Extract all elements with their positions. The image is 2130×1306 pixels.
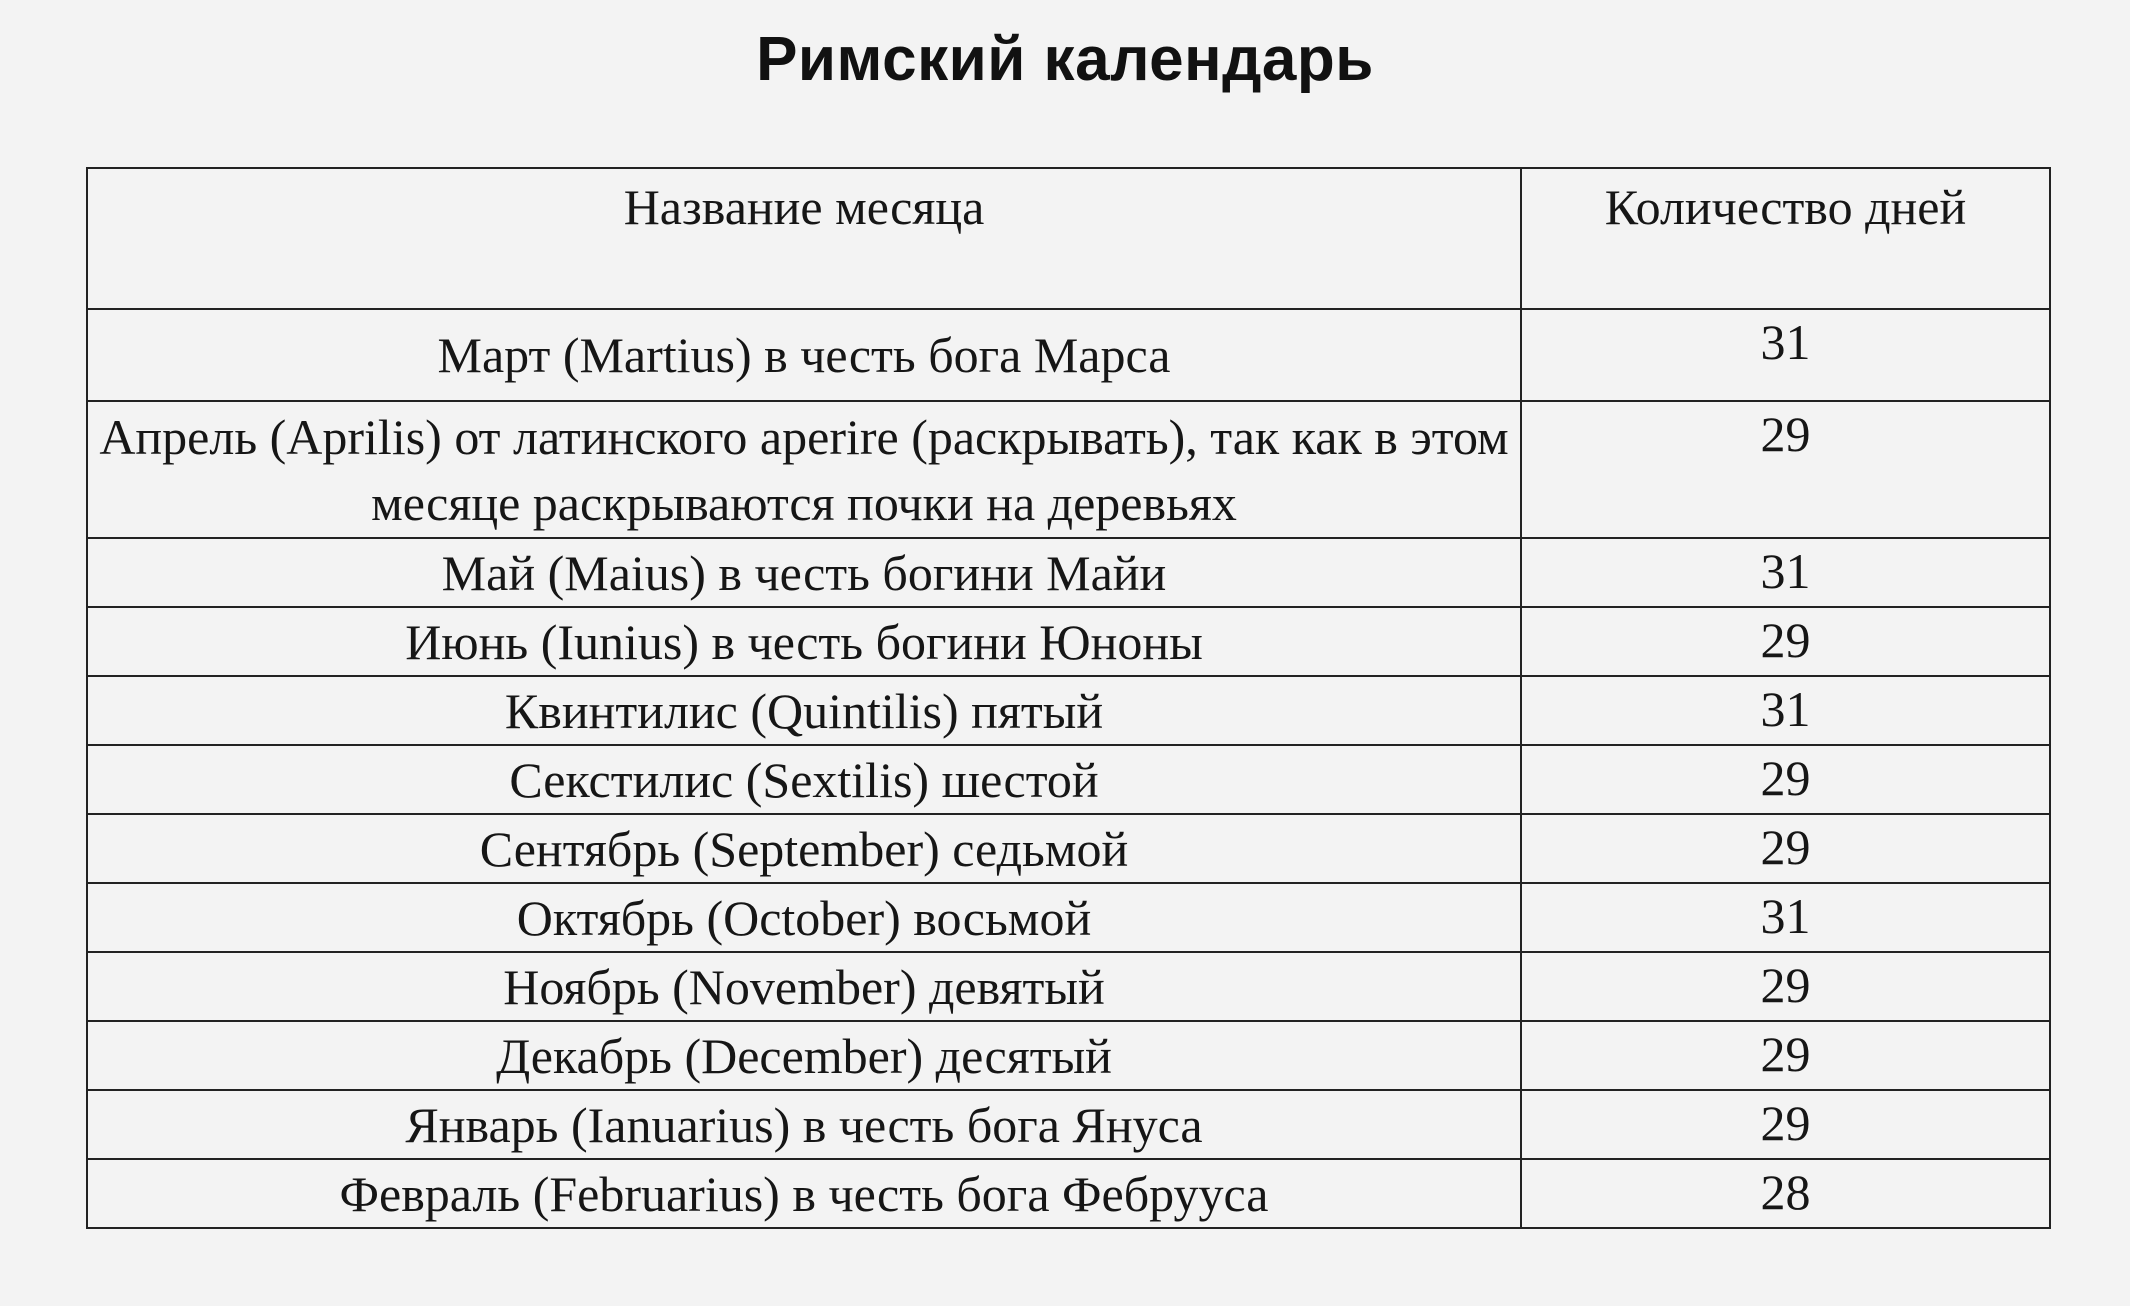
days-count-cell: 31 xyxy=(1521,538,2050,607)
month-name-cell: Сентябрь (September) седьмой xyxy=(87,814,1521,883)
month-name-cell: Январь (Ianuarius) в честь бога Януса xyxy=(87,1090,1521,1159)
header-month-name: Название месяца xyxy=(87,168,1521,309)
table-row xyxy=(87,607,2050,676)
table-row xyxy=(87,1021,2050,1090)
calendar-table xyxy=(86,167,2051,1229)
month-name-cell: Февраль (Februarius) в честь бога Фебрууса xyxy=(87,1159,1521,1228)
table-row xyxy=(87,745,2050,814)
month-name-cell: Квинтилис (Quintilis) пятый xyxy=(87,676,1521,745)
month-name-cell: Апрель (Aprilis) от латинского aperire (раскрывать), так как в этом месяце раскрываются почки на деревьях xyxy=(87,401,1521,538)
table-row xyxy=(87,676,2050,745)
month-name-cell: Секстилис (Sextilis) шестой xyxy=(87,745,1521,814)
page-title: Римский календарь xyxy=(756,25,1374,94)
days-count-cell: 29 xyxy=(1521,1021,2050,1090)
days-count-cell: 28 xyxy=(1521,1159,2050,1228)
days-count-cell: 31 xyxy=(1521,883,2050,952)
days-count-cell: 31 xyxy=(1521,676,2050,745)
table-row xyxy=(87,401,2050,538)
table-row xyxy=(87,814,2050,883)
month-name-cell: Июнь (Iunius) в честь богини Юноны xyxy=(87,607,1521,676)
table-row xyxy=(87,1090,2050,1159)
month-name-cell: Декабрь (December) десятый xyxy=(87,1021,1521,1090)
days-count-cell: 29 xyxy=(1521,607,2050,676)
days-count-cell: 29 xyxy=(1521,814,2050,883)
days-count-cell: 29 xyxy=(1521,401,2050,538)
header-days-count: Количество дней xyxy=(1521,168,2050,309)
table-row xyxy=(87,883,2050,952)
month-name-cell: Март (Martius) в честь бога Марса xyxy=(87,309,1521,401)
days-count-cell: 29 xyxy=(1521,745,2050,814)
days-count-cell: 29 xyxy=(1521,1090,2050,1159)
table-row xyxy=(87,952,2050,1021)
days-count-cell: 29 xyxy=(1521,952,2050,1021)
days-count-cell: 31 xyxy=(1521,309,2050,401)
month-name-cell: Ноябрь (November) девятый xyxy=(87,952,1521,1021)
table-row xyxy=(87,309,2050,401)
table-header-row xyxy=(87,168,2050,309)
table-row xyxy=(87,1159,2050,1228)
month-name-cell: Май (Maius) в честь богини Майи xyxy=(87,538,1521,607)
month-name-cell: Октябрь (October) восьмой xyxy=(87,883,1521,952)
table-row xyxy=(87,538,2050,607)
